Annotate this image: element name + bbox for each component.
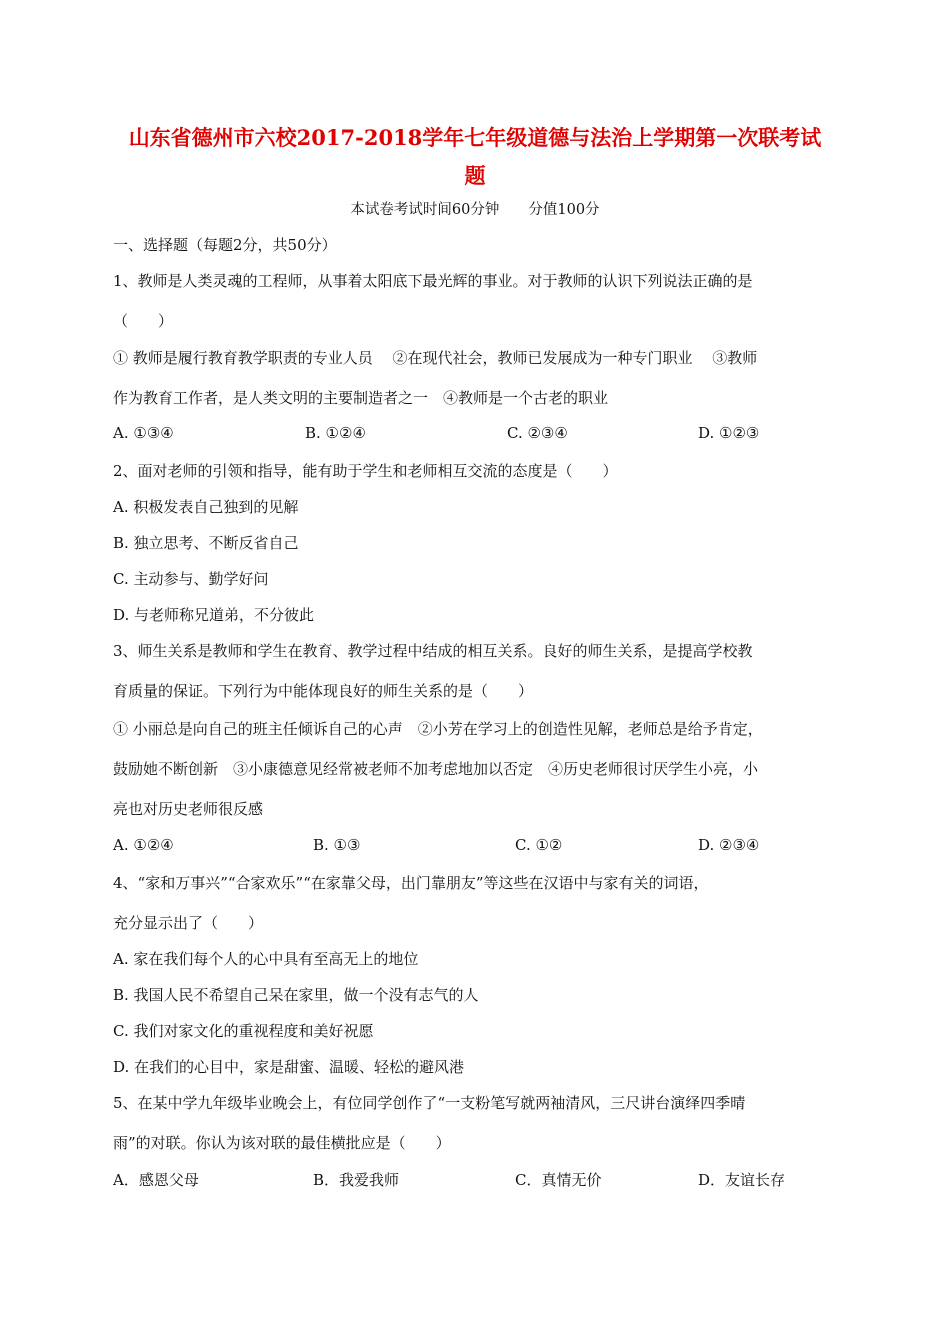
- q1-option-c[interactable]: C. ②③④: [507, 424, 568, 442]
- exam-info: 本试卷考试时间60分钟 分值100分: [350, 202, 600, 218]
- q4-option-d[interactable]: D. 在我们的心目中，家是甜蜜、温暖、轻松的避风港: [113, 1058, 465, 1076]
- q5-stem: 5、在某中学九年级毕业晚会上，有位同学创作了“一支粉笔写就两袖清风，三尺讲台演绎四季晴: [113, 1094, 746, 1112]
- q3-items-end: 亮也对历史老师很反感: [113, 800, 264, 818]
- q3-option-a[interactable]: A. ①②④: [113, 836, 174, 854]
- exam-title-line2: 题: [464, 163, 486, 188]
- q2-option-d[interactable]: D. 与老师称兄道弟，不分彼此: [113, 606, 315, 624]
- q1-items: ① 教师是履行教育教学职责的专业人员 ②在现代社会，教师已发展成为一种专门职业 ③教师: [113, 349, 758, 367]
- q5-option-a[interactable]: A．感恩父母: [113, 1171, 199, 1189]
- exam-title-line1: 山东省德州市六校2017-2018学年七年级道德与法治上学期第一次联考试: [128, 125, 822, 150]
- q2-option-a[interactable]: A. 积极发表自己独到的见解: [113, 498, 299, 516]
- q5-option-c[interactable]: C．真情无价: [515, 1171, 602, 1189]
- q4-stem: 4、“家和万事兴”“合家欢乐”“在家靠父母，出门靠朋友”等这些在汉语中与家有关的词语，: [113, 874, 709, 892]
- q3-option-c[interactable]: C. ①②: [515, 836, 563, 854]
- q1-option-b[interactable]: B. ①②④: [305, 424, 366, 442]
- q3-items: ① 小丽总是向自己的班主任倾诉自己的心声 ②小芳在学习上的创造性见解，老师总是给予肯定，: [113, 720, 763, 738]
- q3-stem: 3、师生关系是教师和学生在教育、教学过程中结成的相互关系。良好的师生关系，是提高学校教: [113, 642, 753, 660]
- q3-items-cont: 鼓励她不断创新 ③小康德意见经常被老师不加考虑地加以否定 ④历史老师很讨厌学生小亮，小: [113, 760, 759, 778]
- q4-option-b[interactable]: B. 我国人民不希望自己呆在家里，做一个没有志气的人: [113, 986, 479, 1004]
- q5-option-d[interactable]: D．友谊长存: [698, 1171, 786, 1189]
- q2-stem: 2、面对老师的引领和指导，能有助于学生和老师相互交流的态度是（ ）: [113, 462, 618, 480]
- q1-option-d[interactable]: D. ①②③: [698, 424, 760, 442]
- section-heading: 一、选择题（每题2分，共50分）: [113, 236, 337, 254]
- q2-option-c[interactable]: C. 主动参与、勤学好问: [113, 570, 269, 588]
- q1-stem-blank: （ ）: [113, 312, 174, 330]
- q3-option-b[interactable]: B. ①③: [313, 836, 361, 854]
- q2-option-b[interactable]: B. 独立思考、不断反省自己: [113, 534, 299, 552]
- q4-option-a[interactable]: A. 家在我们每个人的心中具有至高无上的地位: [113, 950, 419, 968]
- q4-stem-cont: 充分显示出了（ ）: [113, 914, 264, 932]
- q1-option-a[interactable]: A. ①③④: [113, 424, 174, 442]
- q3-option-d[interactable]: D. ②③④: [698, 836, 760, 854]
- q3-stem-cont: 育质量的保证。下列行为中能体现良好的师生关系的是（ ）: [113, 682, 534, 700]
- q4-option-c[interactable]: C. 我们对家文化的重视程度和美好祝愿: [113, 1022, 374, 1040]
- q1-items-cont: 作为教育工作者，是人类文明的主要制造者之一 ④教师是一个古老的职业: [113, 389, 609, 407]
- q5-option-b[interactable]: B．我爱我师: [313, 1171, 400, 1189]
- q1-stem: 1、教师是人类灵魂的工程师，从事着太阳底下最光辉的事业。对于教师的认识下列说法正确的是: [113, 272, 753, 290]
- q5-stem-cont: 雨”的对联。你认为该对联的最佳横批应是（ ）: [113, 1134, 451, 1152]
